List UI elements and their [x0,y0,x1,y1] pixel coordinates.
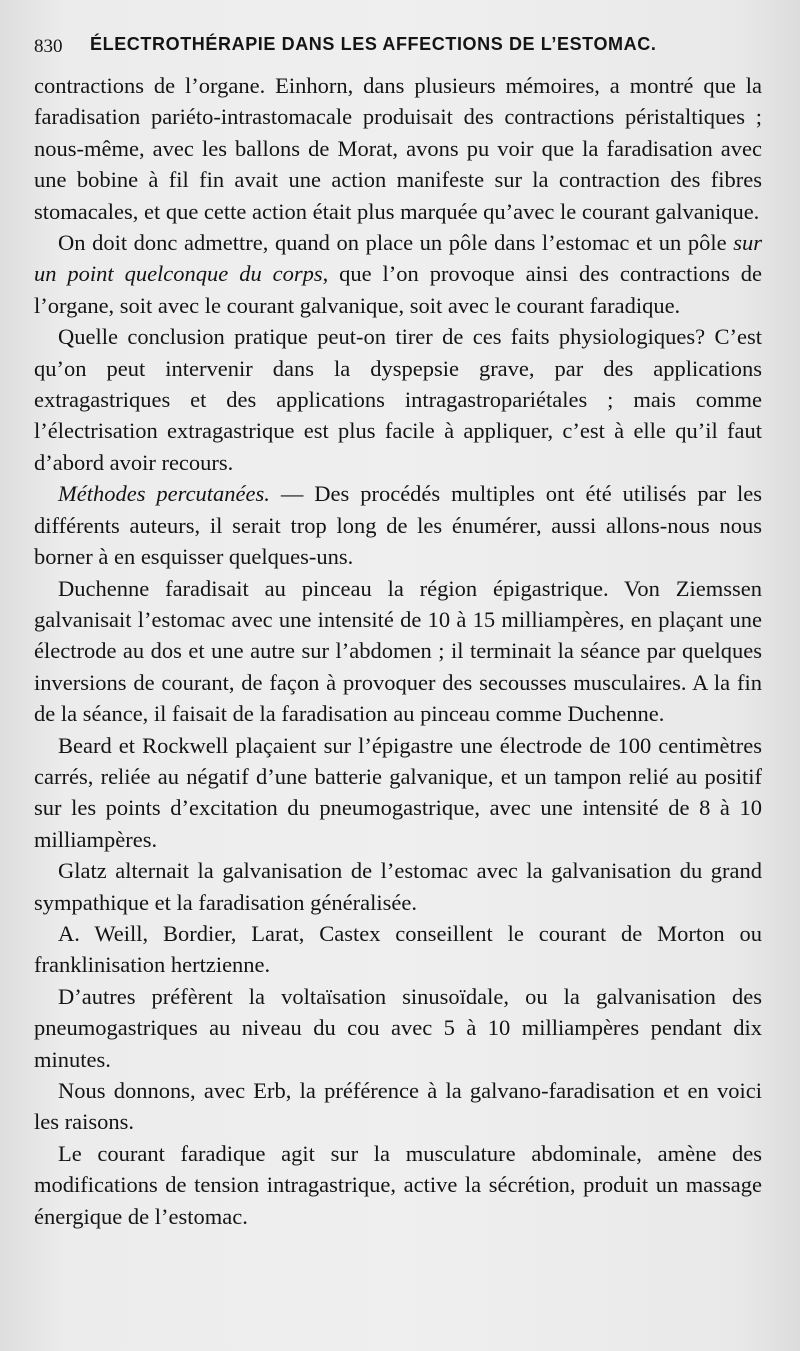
paragraph-text: On doit donc admettre, quand on place un pôle dans l’estomac et un pôle [58,230,734,256]
paragraph-text: D’autres préfèrent la voltaïsation sinusoïdale, ou la galvanisation des pneumogastriques au niveau du cou avec 5 à 10 milliampères pendant dix minutes. [34,983,762,1072]
paragraph [34,981,762,1075]
paragraph-continuation [34,70,762,227]
paragraph-text: Le courant faradique agit sur la musculature abdominale, amène des modifications de tension intragastrique, active la sécrétion, produit un massage énergique de l’estomac. [34,1140,762,1229]
paragraph-text: contractions de l’organe. Einhorn, dans plusieurs mémoires, a montré que la faradisation pariéto-intrastomacale produisait des contractions péristaltiques ; nous-même, avec les ballons de Morat, avons pu voir que la faradisation avec une bobine à fil fin avait une action manifeste sur la contraction des fibres stomacales, et que cette action était plus marquée qu’avec le courant galvanique. [34,73,762,224]
paragraph-text: Beard et Rockwell plaçaient sur l’épigastre une électrode de 100 centimètres carrés, reliée au négatif d’une batterie galvanique, et un tampon relié au positif sur les points d’excitation du pneumogastrique, avec une intensité de 8 à 10 milliampères. [34,732,762,852]
paragraph [34,1138,762,1232]
paragraph-text: Duchenne faradisait au pinceau la région épigastrique. Von Ziemssen galvanisait l’estomac avec une intensité de 10 à 15 milliampères, en plaçant une électrode au dos et une autre sur l’abdomen ; il terminait la séance par quelques inversions de courant, de façon à provoquer des secousses musculaires. A la fin de la séance, il faisait de la faradisation au pinceau comme Duchenne. [34,575,762,727]
italic-phrase: sur un point quelconque du corps [34,230,762,287]
section-heading-italic: Méthodes percutanées. [58,481,270,507]
paragraph-text: Nous donnons, avec Erb, la préférence à la galvano-faradisation et en voici les raisons. [34,1078,762,1135]
running-title: ÉLECTROTHÉRAPIE DANS LES AFFECTIONS DE L’ESTOMAC. [90,34,657,54]
paragraph-text: — Des procédés multiples ont été utilisés par les différents auteurs, il serait trop long de les énumérer, aussi allons-nous nous borner à en esquisser quelques-uns. [34,481,762,570]
paragraph-text: A. Weill, Bordier, Larat, Castex conseillent le courant de Morton ou franklinisation hertzienne. [34,920,762,978]
paragraph [34,1075,762,1138]
page-number: 830 [34,36,63,57]
paragraph [34,478,762,572]
paragraph-text: Glatz alternait la galvanisation de l’estomac avec la galvanisation du grand sympathique et la faradisation généralisée. [34,858,762,915]
paragraph-text: , que l’on provoque ainsi des contractions de l’organe, soit avec le courant galvanique, soit avec le courant faradique. [34,261,762,318]
paragraph-text: Quelle conclusion pratique peut-on tirer de ces faits physiologiques? C’est qu’on peut intervenir dans la dyspepsie grave, par des applications extragastriques et des applications intragastropariétales ; mais comme l’électrisation extragastrique est plus facile à appliquer, c’est à elle qu’il faut d’abord avoir recours. [34,324,762,475]
body-text [34,70,762,1232]
paragraph [34,573,762,730]
paragraph [34,730,762,856]
paragraph [34,227,762,321]
paragraph [34,918,762,981]
page-header [34,34,734,60]
paragraph [34,855,762,918]
paragraph [34,321,762,478]
